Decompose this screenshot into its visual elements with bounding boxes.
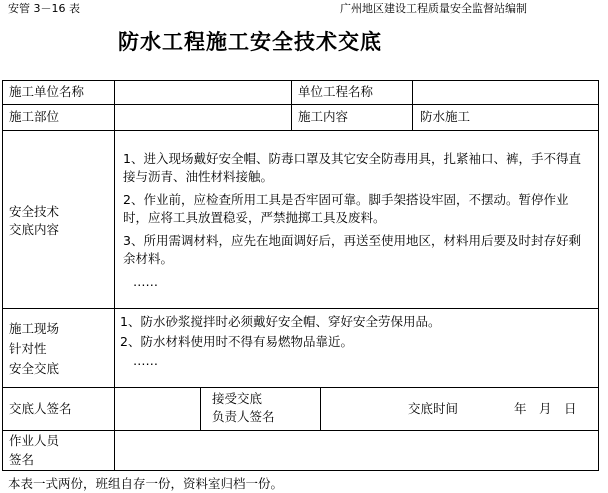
unit-project-label: 单位工程名称 [298, 84, 374, 99]
site-item: 2、防水材料使用时不得有易燃物品靠近。 [120, 334, 353, 349]
discloser-signature-label: 交底人签名 [9, 401, 72, 416]
column-divider [114, 80, 115, 471]
site-section-label: 安全交底 [9, 361, 60, 376]
column-divider [291, 80, 292, 130]
workers-signature-label: 签名 [9, 452, 35, 467]
footnote: 本表一式两份，班组自存一份，资料室归档一份。 [8, 476, 284, 491]
site-section-label: 施工现场 [9, 321, 60, 336]
row-divider [2, 387, 599, 388]
construction-content-value: 防水施工 [420, 109, 471, 124]
construction-part-label: 施工部位 [9, 109, 60, 124]
row-divider [2, 104, 599, 105]
column-divider [412, 80, 413, 130]
workers-signature-label: 作业人员 [9, 433, 60, 448]
site-section-label: 针对性 [9, 341, 47, 356]
receiver-signature-label: 接受交底 [212, 391, 263, 406]
form-code: 安管 3－16 表 [8, 2, 80, 15]
safety-section-label: 交底内容 [9, 222, 60, 237]
row-divider [2, 430, 599, 431]
column-divider [320, 387, 321, 430]
site-ellipsis: …… [133, 353, 158, 368]
row-divider [2, 130, 599, 131]
safety-section-label: 安全技术 [9, 204, 60, 219]
safety-item: 3、所用需调材料，应先在地面调好后，再送至使用地区，材料用后要及时封存好剩余材料。 [123, 233, 581, 266]
construction-unit-label: 施工单位名称 [9, 84, 85, 99]
disclosure-table [2, 80, 599, 471]
site-item: 1、防水砂浆搅拌时必须戴好安全帽、穿好安全劳保用品。 [120, 314, 441, 329]
page-title: 防水工程施工安全技术交底 [118, 29, 382, 54]
disclosure-date-field[interactable]: 年 月 日 [514, 401, 577, 416]
safety-ellipsis: …… [133, 274, 158, 289]
construction-content-label: 施工内容 [298, 109, 349, 124]
receiver-signature-label: 负责人签名 [212, 409, 275, 424]
safety-item: 1、进入现场戴好安全帽、防毒口罩及其它安全防毒用具，扎紧袖口、裤，手不得直接与沥青、油性材料接触。 [123, 151, 581, 184]
publisher-label: 广州地区建设工程质量安全监督站编制 [340, 2, 527, 15]
disclosure-time-label: 交底时间 [408, 401, 459, 416]
row-divider [2, 308, 599, 309]
column-divider [200, 387, 201, 430]
safety-item: 2、作业前，应检查所用工具是否牢固可靠。脚手架搭设牢固，不摆动。暂停作业时，应将工具放置稳妥，严禁抛掷工具及废料。 [123, 192, 569, 225]
